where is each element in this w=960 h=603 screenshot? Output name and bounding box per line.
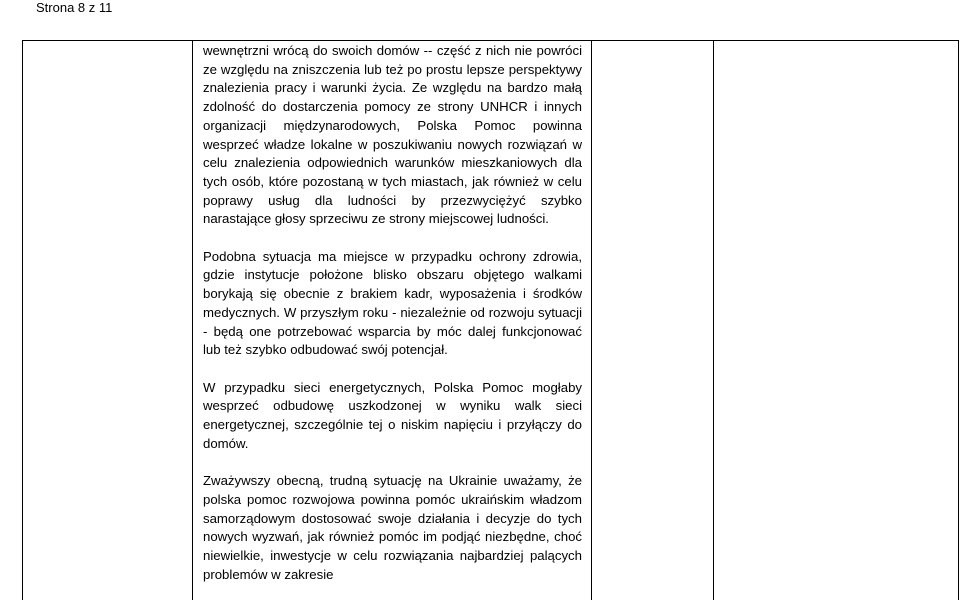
table-cell-text bbox=[203, 42, 582, 603]
table-column-divider bbox=[192, 41, 193, 600]
paragraph: W przypadku sieci energetycznych, Polska Pomoc mogłaby wesprzeć odbudowę uszkodzonej w wyniku walk sieci energetycznej, szczególnie tej o niskim napięciu i przyłączy do domów. bbox=[203, 379, 582, 451]
table-column-divider bbox=[713, 41, 714, 600]
table-column-divider bbox=[591, 41, 592, 600]
table-border-left bbox=[22, 41, 23, 600]
table-border-right bbox=[958, 41, 959, 600]
paragraph: Zważywszy obecną, trudną sytuację na Ukrainie uważamy, że polska pomoc rozwojowa powinna pomóc ukraińskim władzom samorządowym dostosować swoje działania i decyzje do tych nowych wyzwań, jak również pomóc im podjąć niezbędne, choć niewielkie, inwestycje w celu rozwiązania najbardziej palących problemów w zakresie bbox=[203, 473, 582, 582]
paragraph: wewnętrzni wrócą do swoich domów -- część z nich nie powróci ze względu na zniszczenia lub też po prostu lepsze perspektywy znalezienia pracy i warunki życia. Ze względu na bardzo małą zdolność do dostarczenia pomocy ze strony UNHCR i innych organizacji międzynarodowych, Polska Pomoc powinna wesprzeć władze lokalne w poszukiwaniu nowych rozwiązań w celu znalezienia odpowiednich warunków mieszkaniowych dla tych osób, które pozostaną w tych miastach, jak również w celu poprawy usług dla ludności by przezwyciężyć szybko narastające głosy sprzeciwu ze strony miejscowej ludności. bbox=[203, 43, 582, 227]
page-number-label: Strona 8 z 11 bbox=[36, 0, 113, 15]
paragraph: Podobna sytuacja ma miejsce w przypadku ochrony zdrowia, gdzie instytucje położone blisko obszaru objętego walkami borykają się obecnie z brakiem kadr, wyposażenia i środków medycznych. W przyszłym roku - niezależnie od rozwoju sytuacji - będą one potrzebować wsparcia by móc dalej funkcjonować lub też szybko odbudować swój potencjał. bbox=[203, 248, 582, 358]
